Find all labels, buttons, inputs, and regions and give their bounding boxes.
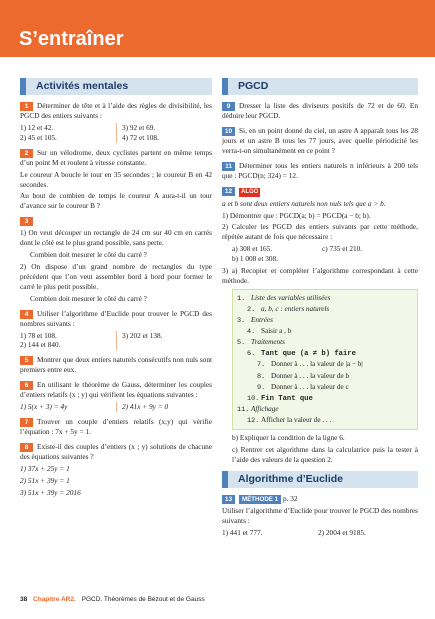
algorithm-box bbox=[232, 289, 418, 430]
exercise-5: 5 Montrer que deux entiers naturels consécutifs non nuls sont premiers entre eux. bbox=[20, 355, 212, 375]
algo-line: 8. Donner à . . . la valeur de b bbox=[257, 371, 350, 381]
exercise-13: 13 MÉTHODE 1 p. 32 bbox=[222, 494, 418, 504]
exercise-13-text: Utiliser l’algorithme d’Euclide pour trouver le PGCD des nombres suivants : bbox=[222, 505, 418, 525]
exercise-12-q2: 2) Calculer les PGCD des entiers suivants par cette méthode, répétée autant de fois que nécessaire : bbox=[222, 222, 418, 242]
page-footer bbox=[20, 596, 205, 603]
exercise-12-q3: 3) a) Recopier et compléter l’algorithme correspondant à cette méthode. bbox=[222, 266, 418, 285]
exercise-12-q3c: c) Rentrer cet algorithme dans la calculatrice puis la tester à l’aide des valeurs de la question 2. bbox=[232, 444, 418, 464]
section-heading-pgcd: PGCD bbox=[222, 78, 418, 95]
exercise-6-items: 1) 5(x + 3) = 4y 2) 41x + 9y = 0 bbox=[20, 402, 169, 412]
algo-line: 5. Traitements bbox=[237, 338, 285, 348]
exercise-8: 8 Existe-il des couples d’entiers (x ; y) solutions de chacune des équations suivantes ? bbox=[20, 441, 212, 461]
algo-line: 2. a, b, c : entiers naturels bbox=[247, 304, 330, 314]
exercise-12: 12 ALGO bbox=[222, 186, 418, 197]
exercise-12-intro: a et b sont deux entiers naturels non nuls tels que a > b. bbox=[222, 198, 386, 208]
algo-line: 1. Liste des variables utilisées bbox=[237, 293, 331, 303]
exercise-3-q1: 1) On veut découper un rectangle de 24 cm sur 40 cm en carrés dont le côté est le plus grand possible, sans perte. bbox=[20, 228, 212, 248]
algo-line: 9. Donner à . . . la valeur de c bbox=[257, 382, 349, 392]
exercise-8-item-2: 2) 51x + 39y = 1 bbox=[20, 475, 70, 485]
exercise-12-q3b: b) Expliquer la condition de la ligne 6. bbox=[232, 433, 345, 442]
right-column bbox=[222, 78, 418, 537]
banner-title: S’entraîner bbox=[19, 28, 124, 50]
exercise-3-q2b: Combien doit mesurer le côté du carré ? bbox=[30, 293, 147, 303]
exercise-2-line3: Au bout de combien de temps le coureur A aura-t-il un tour d’avance sur le coureur B ? bbox=[20, 191, 212, 211]
exercise-2-line2: Le coureur A boucle le tour en 35 secondes ; le coureur B en 42 secondes. bbox=[20, 169, 212, 189]
exercise-8-item-3: 3) 51x + 39y = 2016 bbox=[20, 487, 81, 497]
exercise-6: 6 En utilisant le théorème de Gauss, déterminer les couples d’entiers relatifs (x ; y) qui vérifient les équations suivantes : bbox=[20, 380, 212, 400]
section-heading-mental: Activités mentales bbox=[20, 78, 212, 95]
exercise-1-items: 1) 12 et 42. 2) 45 et 105. 3) 92 et 69. 4) 72 et 108. bbox=[20, 122, 159, 142]
algo-tag: ALGO bbox=[241, 188, 259, 195]
algo-line: 6. Tant que (a ≠ b) faire bbox=[247, 350, 356, 359]
algo-line: 4. Saisir a , b bbox=[247, 327, 292, 337]
exercise-2: 2 Sur un vélodrome, deux cyclistes partent en même temps d’un point M et roulent à vitesse constante. bbox=[20, 147, 212, 167]
exercise-12-q2-items: a) 308 et 165. c) 735 et 210. bbox=[232, 244, 363, 254]
chapter-banner bbox=[0, 0, 435, 57]
algo-line: 12. Afficher la valeur de . . . bbox=[247, 415, 332, 425]
exercise-1: 1 Déterminer de tête et à l’aide des règles de divisibilité, les PGCD des entiers suivants : bbox=[20, 101, 212, 120]
exercise-11: 11 Déterminer tous les entiers naturels n inférieurs à 200 tels que : PGCD(n; 324) = 12. bbox=[222, 160, 418, 180]
exercise-8-item-1: 1) 37x + 25y = 1 bbox=[20, 463, 70, 473]
left-column bbox=[20, 78, 212, 500]
algo-line: 7. Donner à . . . la valeur de |a − b| bbox=[257, 360, 363, 370]
chapter-title: PGCD. Théorèmes de Bézout et de Gauss bbox=[81, 596, 205, 603]
page-number: 38 bbox=[20, 596, 28, 603]
exercise-9: 9 Dresser la liste des diviseurs positifs de 72 et de 60. En déduire leur PGCD. bbox=[222, 101, 418, 120]
exercise-3-q1b: Combien doit mesurer le côté du carré ? bbox=[30, 250, 147, 260]
exercise-12-q1: 1) Démontrer que : PGCD(a; b) = PGCD(a − b; b). bbox=[222, 210, 371, 220]
exercise-4-items: 1) 78 et 108. 2) 144 et 840. 3) 202 et 138. bbox=[20, 330, 163, 350]
section-heading-euclide: Algorithme d’Euclide bbox=[222, 471, 418, 488]
method-badge[interactable]: MÉTHODE 1 bbox=[239, 495, 281, 504]
exercise-12-q2b: b) 1 008 et 308. bbox=[232, 254, 279, 264]
exercise-10: 10 Si, en un point donné du ciel, un astre A apparaît tous les 28 jours et un astre B tous les 77 jours, avec quelle périodicité les verra-t-on simultanément en ce point ? bbox=[222, 125, 418, 155]
exercise-3: 3 bbox=[20, 216, 212, 226]
exercise-4: 4 Utiliser l’algorithme d’Euclide pour trouver le PGCD des nombres suivants : bbox=[20, 308, 212, 328]
exercise-3-q2: 2) On dispose d’un grand nombre de rectangles du type précédent que l’on veut assembler bord à bord pour former le carré le plus petit possible. bbox=[20, 261, 212, 291]
exercise-13-items: 1) 441 et 777. 2) 2004 et 9185. bbox=[222, 527, 366, 537]
algo-line: 3. Entrées bbox=[237, 316, 273, 326]
chapter-label: Chapitre AR2. bbox=[33, 596, 76, 603]
algo-line: 11. Affichage bbox=[237, 404, 279, 414]
algo-line: 10. Fin Tant que bbox=[247, 394, 313, 403]
exercise-7: 7 Trouver un couple d’entiers relatifs (x;y) qui vérifie l’équation : 7x + 5y = 1. bbox=[20, 417, 212, 437]
